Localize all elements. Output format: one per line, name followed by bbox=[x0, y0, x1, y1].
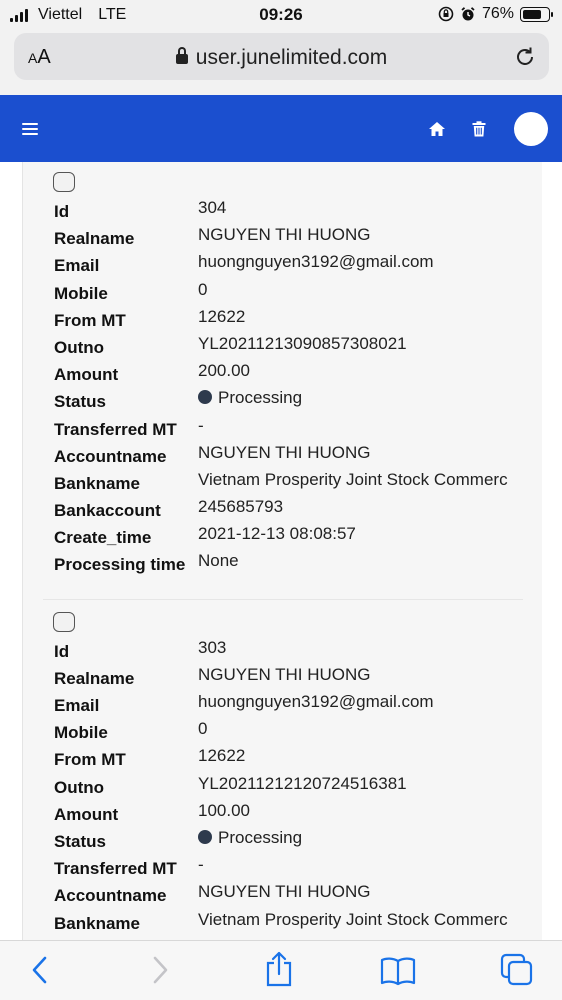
battery-level bbox=[523, 10, 541, 19]
field-value: NGUYEN THI HUONG bbox=[198, 225, 371, 245]
field-row bbox=[43, 636, 523, 663]
share-icon[interactable] bbox=[264, 951, 294, 987]
field-label: From MT bbox=[54, 310, 126, 330]
field-row bbox=[43, 414, 523, 441]
status-text: Processing bbox=[218, 388, 303, 408]
field-row bbox=[43, 826, 523, 853]
record-checkbox[interactable] bbox=[53, 612, 75, 632]
field-value: 100.00 bbox=[198, 800, 250, 820]
menu-icon[interactable] bbox=[22, 123, 38, 135]
field-label: Status bbox=[54, 831, 106, 851]
battery-percent: 76% bbox=[481, 5, 514, 22]
status-bar bbox=[0, 0, 562, 30]
forward-icon[interactable] bbox=[150, 955, 170, 985]
field-label: Realname bbox=[54, 229, 135, 249]
field-value: 200.00 bbox=[198, 361, 250, 381]
address-bar[interactable] bbox=[14, 33, 549, 80]
field-row bbox=[43, 799, 523, 826]
field-row bbox=[43, 196, 523, 223]
field-row bbox=[43, 359, 523, 386]
field-row bbox=[43, 441, 523, 468]
field-row bbox=[43, 663, 523, 690]
clock: 09:26 bbox=[259, 5, 303, 24]
field-value: 2021-12-13 08:08:57 bbox=[198, 524, 356, 544]
url-text: user.junelimited.com bbox=[195, 46, 388, 69]
field-label: Processing time bbox=[54, 555, 186, 575]
field-row bbox=[43, 522, 523, 549]
tabs-icon[interactable] bbox=[500, 953, 534, 987]
field-label: From MT bbox=[54, 750, 126, 770]
alarm-icon bbox=[460, 6, 476, 22]
field-value: None bbox=[198, 551, 239, 571]
back-icon[interactable] bbox=[30, 955, 50, 985]
field-value bbox=[198, 388, 523, 408]
field-label: Accountname bbox=[54, 446, 167, 466]
field-row bbox=[43, 223, 523, 250]
field-row bbox=[43, 278, 523, 305]
browser-toolbar bbox=[0, 940, 562, 1000]
record-checkbox[interactable] bbox=[53, 172, 75, 192]
field-value: 304 bbox=[198, 198, 227, 217]
trash-icon[interactable] bbox=[472, 121, 486, 137]
status-text: Processing bbox=[218, 827, 303, 847]
avatar[interactable] bbox=[514, 112, 548, 146]
field-row bbox=[43, 468, 523, 495]
field-label: Amount bbox=[54, 804, 119, 824]
field-row bbox=[43, 250, 523, 277]
field-label: Transferred MT bbox=[54, 859, 177, 879]
field-value: huongnguyen3192@gmail.com bbox=[198, 692, 434, 711]
field-row bbox=[43, 880, 523, 907]
field-row bbox=[43, 853, 523, 880]
field-label: Amount bbox=[54, 365, 119, 385]
field-value: NGUYEN THI HUONG bbox=[198, 882, 371, 902]
field-label: Create_time bbox=[54, 528, 152, 548]
field-value bbox=[198, 828, 523, 848]
status-bar-right bbox=[438, 5, 550, 23]
field-label: Id bbox=[54, 202, 70, 221]
text-size-button[interactable]: AA bbox=[28, 46, 51, 68]
field-label: Bankname bbox=[54, 913, 140, 933]
home-icon[interactable] bbox=[428, 121, 446, 137]
field-value: 0 bbox=[198, 719, 208, 739]
field-label: Mobile bbox=[54, 723, 108, 743]
carrier-name: Viettel bbox=[38, 6, 83, 23]
field-row bbox=[43, 690, 523, 717]
field-row bbox=[43, 744, 523, 771]
field-value: 0 bbox=[198, 279, 208, 299]
reload-icon[interactable] bbox=[513, 45, 537, 69]
field-label: Id bbox=[54, 641, 70, 661]
status-dot-icon bbox=[198, 390, 212, 404]
field-value: YL20211212120724516381 bbox=[198, 773, 407, 793]
field-label: Transferred MT bbox=[54, 419, 177, 439]
field-label: Email bbox=[54, 696, 100, 715]
network-type: LTE bbox=[98, 6, 127, 23]
field-row bbox=[43, 332, 523, 359]
record-card bbox=[43, 599, 523, 972]
records-panel bbox=[22, 162, 542, 962]
field-value: huongnguyen3192@gmail.com bbox=[198, 252, 434, 272]
lock-icon bbox=[176, 54, 188, 64]
field-label: Email bbox=[54, 256, 100, 276]
field-value: YL20211213090857308021 bbox=[198, 333, 407, 353]
orientation-lock-icon bbox=[438, 6, 454, 22]
field-value: 245685793 bbox=[198, 497, 284, 517]
field-row bbox=[43, 908, 523, 935]
field-value: Vietnam Prosperity Joint Stock Commerc bbox=[198, 909, 508, 929]
field-label: Accountname bbox=[54, 886, 167, 906]
browser-address-area bbox=[0, 30, 562, 95]
field-value: - bbox=[198, 855, 204, 875]
field-row bbox=[43, 305, 523, 332]
field-label: Status bbox=[54, 392, 106, 412]
field-value: 12622 bbox=[198, 306, 246, 326]
field-value: NGUYEN THI HUONG bbox=[198, 442, 371, 462]
field-row bbox=[43, 549, 523, 576]
field-row bbox=[43, 717, 523, 744]
field-label: Bankname bbox=[54, 473, 140, 493]
status-dot-icon bbox=[198, 830, 212, 844]
field-label: Bankaccount bbox=[54, 501, 161, 521]
field-value: 12622 bbox=[198, 746, 246, 766]
records-list bbox=[0, 162, 562, 940]
app-header bbox=[0, 95, 562, 162]
field-value: - bbox=[198, 415, 204, 435]
field-label: Mobile bbox=[54, 283, 108, 303]
bookmarks-icon[interactable] bbox=[380, 956, 416, 986]
field-row bbox=[43, 386, 523, 413]
field-value: 303 bbox=[198, 637, 227, 657]
field-label: Outno bbox=[54, 337, 105, 357]
field-label: Outno bbox=[54, 777, 105, 797]
field-label: Realname bbox=[54, 668, 135, 688]
field-row bbox=[43, 495, 523, 522]
battery-icon bbox=[520, 7, 550, 22]
field-row bbox=[43, 772, 523, 799]
field-value: NGUYEN THI HUONG bbox=[198, 664, 371, 684]
url-display[interactable] bbox=[14, 46, 549, 70]
record-card bbox=[43, 172, 523, 587]
field-value: Vietnam Prosperity Joint Stock Commerc bbox=[198, 469, 508, 489]
